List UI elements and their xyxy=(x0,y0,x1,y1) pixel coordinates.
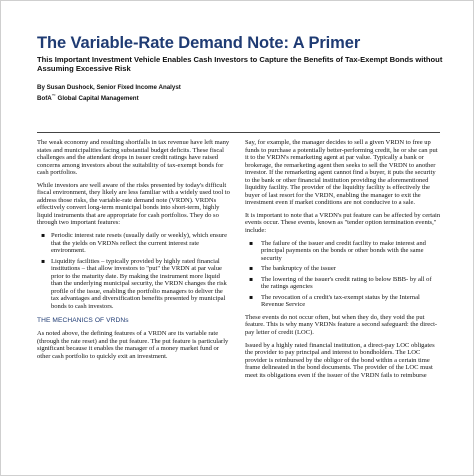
list-item-text: The lowering of the issuer's credit rating to below BBB- by all of the ratings agencies xyxy=(261,275,432,291)
document-subtitle: This Important Investment Vehicle Enables Cash Investors to Capture the Benefits of Tax-Exempt Bonds without Assuming Excessive Risk xyxy=(37,55,443,74)
left-column xyxy=(37,139,232,365)
byline-org-mark: ™ xyxy=(51,92,56,98)
document-title: The Variable-Rate Demand Note: A Primer xyxy=(37,34,361,52)
feature-list xyxy=(37,232,232,310)
termination-events-list xyxy=(245,240,441,309)
list-item xyxy=(37,258,232,311)
byline-org-suffix: Global Capital Management xyxy=(55,94,139,102)
bullet-icon: ▪ xyxy=(41,257,46,265)
bullet-icon: ▪ xyxy=(249,293,254,301)
list-item xyxy=(245,294,441,309)
bullet-icon: ▪ xyxy=(41,232,46,240)
byline-org-prefix: BofA xyxy=(37,94,52,102)
list-item xyxy=(245,276,441,291)
byline xyxy=(37,84,181,103)
left-paragraph-3: As noted above, the defining features of a VRDN are its variable rate (through the rate reset) and the put feature. The put feature is particularly significant because it enables the manager of a money market fund or other cash portfolio to quickly exit an investment. xyxy=(37,330,229,360)
list-item xyxy=(245,240,441,263)
left-paragraph-2: While investors are well aware of the risks presented by today's difficult fiscal environment, they likely are less familiar with a widely used tool to address those risks, the variable-rate demand note (VRDN). VRDNs effectively convert long-term municipal bonds into short-term, highly liquid instruments that are appropriate for cash portfolios. They do so through two important features: xyxy=(37,181,230,227)
byline-author: By Susan Dushock, Senior Fixed Income Analyst xyxy=(37,84,181,91)
right-paragraph-3: These events do not occur often, but when they do, they void the put feature. This is why many VRDNs feature a second safeguard: the direct-pay letter of credit (LOC). xyxy=(245,313,438,337)
right-paragraph-4: Issued by a highly rated financial institution, a direct-pay LOC obligates the provider to pay principal and interest to bondholders. The LOC provider is reimbursed by the obligor of the bond within a certain time frame delineated in the bond documents. The provider of the LOC must meet its obligations even if the issuer of the VRDN fails to reimburse xyxy=(245,341,435,379)
bullet-icon: ▪ xyxy=(249,265,254,273)
list-item xyxy=(37,232,232,255)
list-item-text: Periodic interest rate resets (usually daily or weekly), which ensure that the yields on VRDNs reflect the current interest rate environment. xyxy=(51,232,227,255)
list-item xyxy=(245,265,441,273)
bullet-icon: ▪ xyxy=(249,275,254,283)
left-paragraph-1: The weak economy and resulting shortfalls in tax revenue have left many states and municipalities facing substantial budget deficits. These fiscal challenges and the attendant drops in issuer credit ratings have raised concerns among investors about the suitability of tax-exempt bonds for cash portfolios. xyxy=(37,139,230,177)
section-heading: THE MECHANICS OF VRDNs xyxy=(37,317,129,325)
right-paragraph-1: Say, for example, the manager decides to sell a given VRDN to free up funds to purchase a potentially better-performing credit, he or she can put it to the VRDN's remarketing agent at par value. Typically a bank or brokerage, the remarketing agent then seeks to sell the VRDN to another investor. If the remarketing agent cannot find a buyer, it puts the security to the bank or other financial institution providing the aforementioned liquidity facility. The provider of the liquidity facility is effectively the buyer of last resort for the VRDN, enabling the manager to exit the investment even if market conditions are not conducive to a sale. xyxy=(245,139,438,207)
byline-organization xyxy=(37,92,181,103)
bullet-icon: ▪ xyxy=(249,239,254,247)
right-paragraph-2: It is important to note that a VRDN's put feature can be affected by certain events occur. These events, known as "tender option termination events," include: xyxy=(245,211,441,235)
right-column xyxy=(245,139,441,384)
list-item-text: The bankruptcy of the issuer xyxy=(261,265,336,273)
list-item-text: Liquidity facilities – typically provided by highly rated financial institutions – that allow investors to "put" the VRDN at par value prior to the maturity date. By making the instrument more liquid than the underlying municipal security, the VRDN changes the risk profile of the issue, enabling the portfolio managers to deliver the tax advantages and diversification benefits presented by municipal bonds to cash investors. xyxy=(51,257,227,310)
list-item-text: The failure of the issuer and credit facility to make interest and principal payments on the bonds or other bonds with the same security xyxy=(261,239,426,262)
header-divider xyxy=(37,132,440,133)
list-item-text: The revocation of a credit's tax-exempt status by the Internal Revenue Service xyxy=(261,293,420,309)
